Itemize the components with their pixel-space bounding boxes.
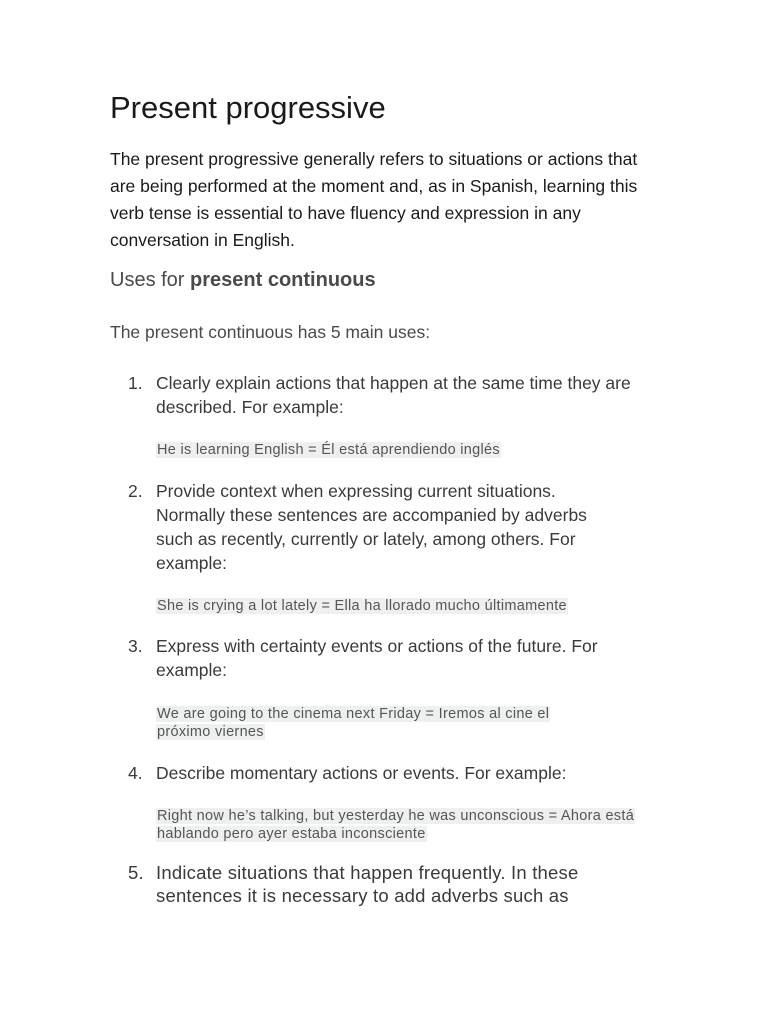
page-title: Present progressive	[110, 90, 386, 125]
example-text: He is learning English = Él está aprendiendo inglés	[157, 442, 500, 458]
example-sentence	[156, 597, 676, 615]
example-text: She is crying a lot lately = Ella ha llorado mucho últimamente	[157, 598, 567, 614]
uses-lead: The present continuous has 5 main uses:	[110, 322, 431, 342]
section-heading	[110, 266, 376, 294]
example-sentence	[156, 705, 606, 741]
list-item-text: Describe momentary actions or events. For example:	[156, 763, 567, 783]
list-item-text: Express with certainty events or actions of the future. For example:	[156, 636, 598, 680]
list-item-text: Clearly explain actions that happen at the same time they are described. For example:	[156, 373, 631, 417]
example-text: We are going to the cinema next Friday = Iremos al cine el próximo viernes	[157, 706, 550, 740]
list-item-number: 4.	[128, 763, 143, 783]
list-item-text: Indicate situations that happen frequently. In these sentences it is necessary to add adverbs such as	[156, 862, 579, 906]
example-text: Right now he’s talking, but yesterday he was unconscious = Ahora está hablando pero ayer estaba inconsciente	[157, 808, 635, 842]
list-item-number: 5.	[128, 862, 144, 883]
intro-paragraph: The present progressive generally refers to situations or actions that are being performed at the moment and, as in Spanish, learning this verb tense is essential to have fluency and expression in any conversation in English.	[110, 149, 638, 250]
list-item-number: 1.	[128, 373, 143, 393]
example-sentence	[156, 441, 596, 459]
list-item-number: 2.	[128, 481, 143, 501]
section-heading-bold: present continuous	[190, 269, 376, 291]
example-sentence	[156, 807, 661, 843]
list-item-text: Provide context when expressing current situations. Normally these sentences are accompanied by adverbs such as recently, currently or lately, among others. For example:	[156, 481, 587, 573]
list-item-number: 3.	[128, 636, 143, 656]
section-heading-prefix: Uses for	[110, 269, 191, 291]
